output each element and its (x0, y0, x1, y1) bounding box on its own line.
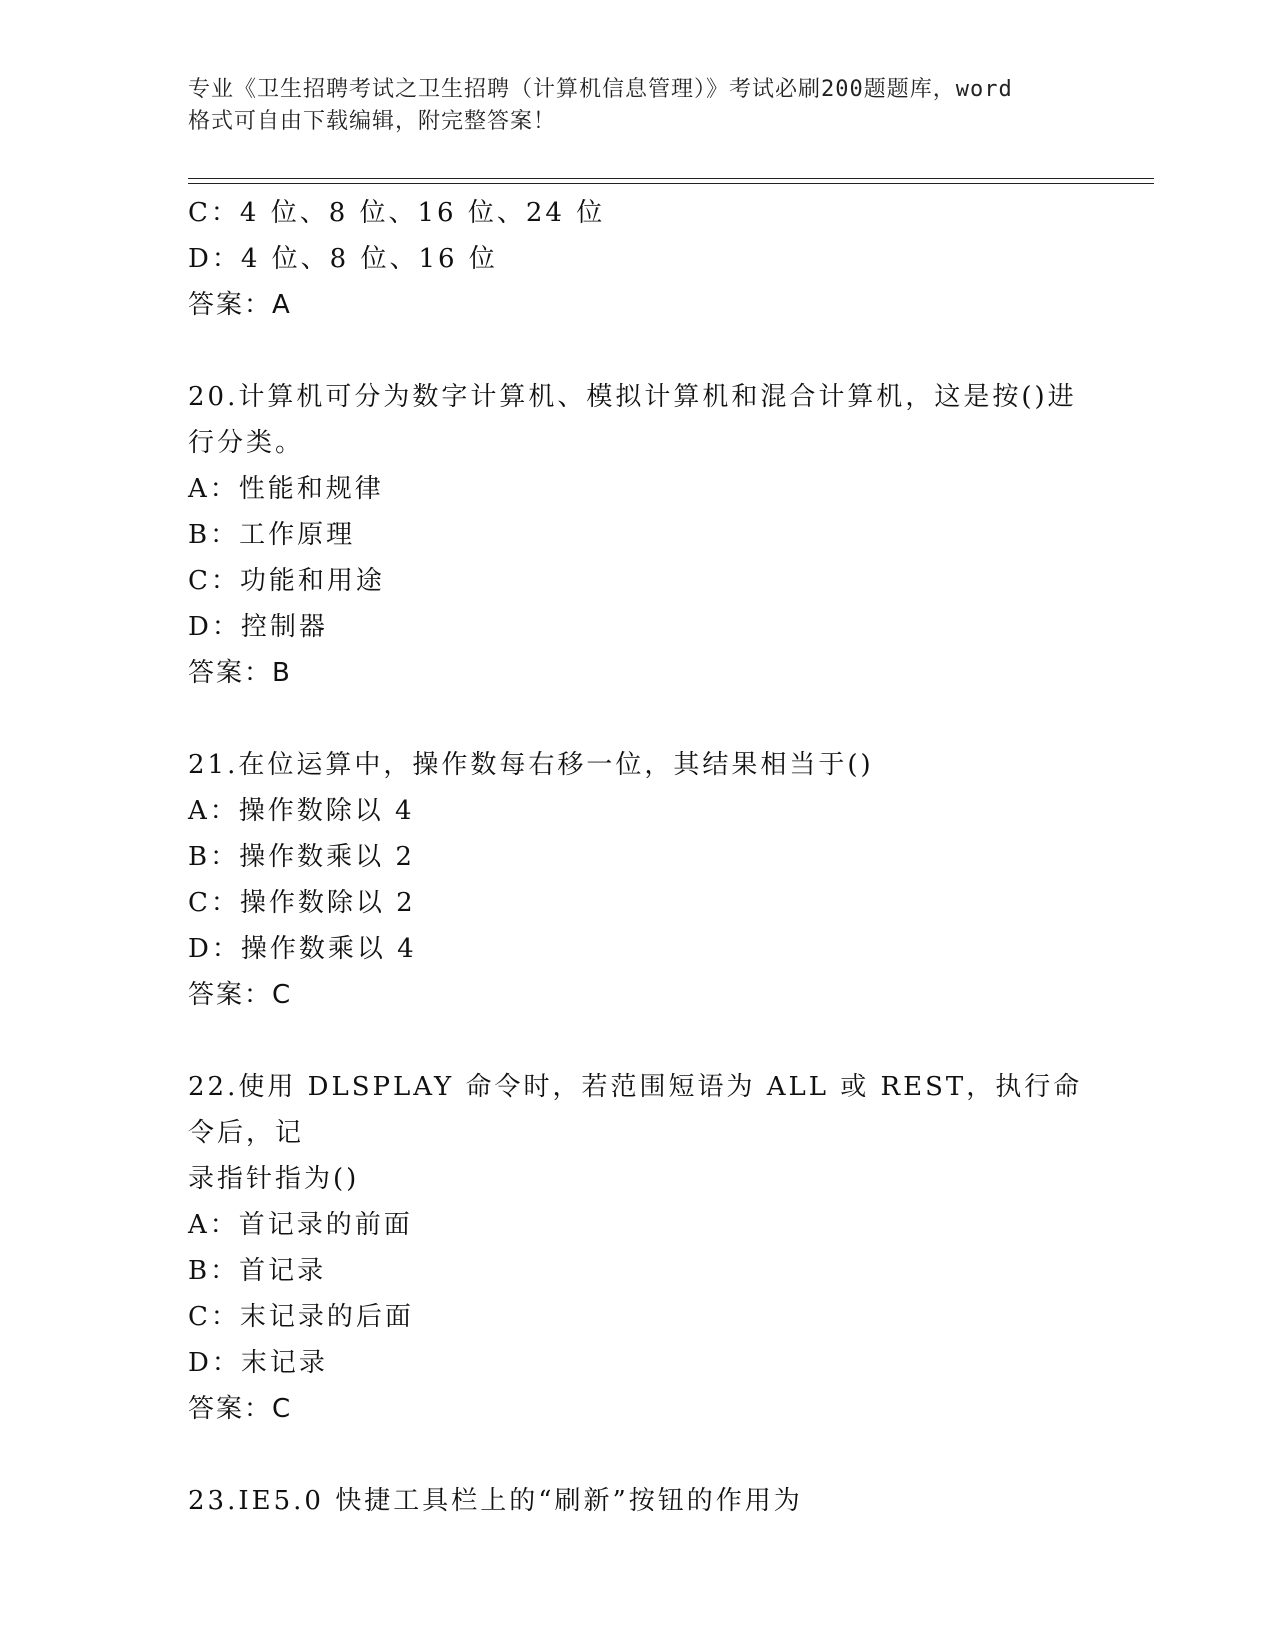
answer-line: 答案：B (188, 658, 292, 688)
spacer (188, 1432, 1088, 1478)
document-header (188, 74, 1088, 138)
option-c: C：操作数除以 2 (188, 888, 416, 918)
spacer (188, 696, 1088, 742)
question-text-line-1: 20.计算机可分为数字计算机、模拟计算机和混合计算机，这是按()进 (188, 382, 1077, 412)
question-content (188, 190, 1088, 1524)
question-text-line-1: 23.IE5.0 快捷工具栏上的“刷新”按钮的作用为 (188, 1486, 803, 1516)
question-21 (188, 742, 1088, 1018)
option-b: B：操作数乘以 2 (188, 842, 415, 872)
option-a: A：性能和规律 (188, 474, 384, 504)
option-d: D：操作数乘以 4 (188, 934, 417, 964)
spacer (188, 1018, 1088, 1064)
option-b: B：工作原理 (188, 520, 356, 550)
previous-question (188, 190, 1088, 328)
question-text-line-1: 22.使用 DLSPLAY 命令时，若范围短语为 ALL 或 REST，执行命令后，记 (188, 1072, 1083, 1148)
option-a: A：首记录的前面 (188, 1210, 413, 1240)
option-c: C：4 位、8 位、16 位、24 位 (188, 198, 606, 228)
answer-line: 答案：A (188, 290, 292, 320)
header-rule-bottom (188, 183, 1154, 184)
option-d: D：控制器 (188, 612, 328, 642)
question-20 (188, 374, 1088, 696)
question-text-line-1: 21.在位运算中，操作数每右移一位，其结果相当于() (188, 750, 874, 780)
option-a: A：操作数除以 4 (188, 796, 415, 826)
question-text-line-2: 录指针指为() (188, 1164, 360, 1194)
option-b: B：首记录 (188, 1256, 327, 1286)
option-d: D：末记录 (188, 1348, 328, 1378)
option-c: C：末记录的后面 (188, 1302, 414, 1332)
option-d: D：4 位、8 位、16 位 (188, 244, 498, 274)
answer-line: 答案：C (188, 980, 293, 1010)
header-rule-top (188, 178, 1154, 179)
question-22 (188, 1064, 1088, 1432)
question-text-line-2: 行分类。 (188, 428, 305, 458)
spacer (188, 328, 1088, 374)
option-c: C：功能和用途 (188, 566, 385, 596)
header-line-1: 专业《卫生招聘考试之卫生招聘（计算机信息管理）》考试必刷200题题库，word (188, 77, 1013, 102)
answer-line: 答案：C (188, 1394, 293, 1424)
header-line-2: 格式可自由下载编辑，附完整答案！ (188, 109, 557, 134)
question-23 (188, 1478, 1088, 1524)
